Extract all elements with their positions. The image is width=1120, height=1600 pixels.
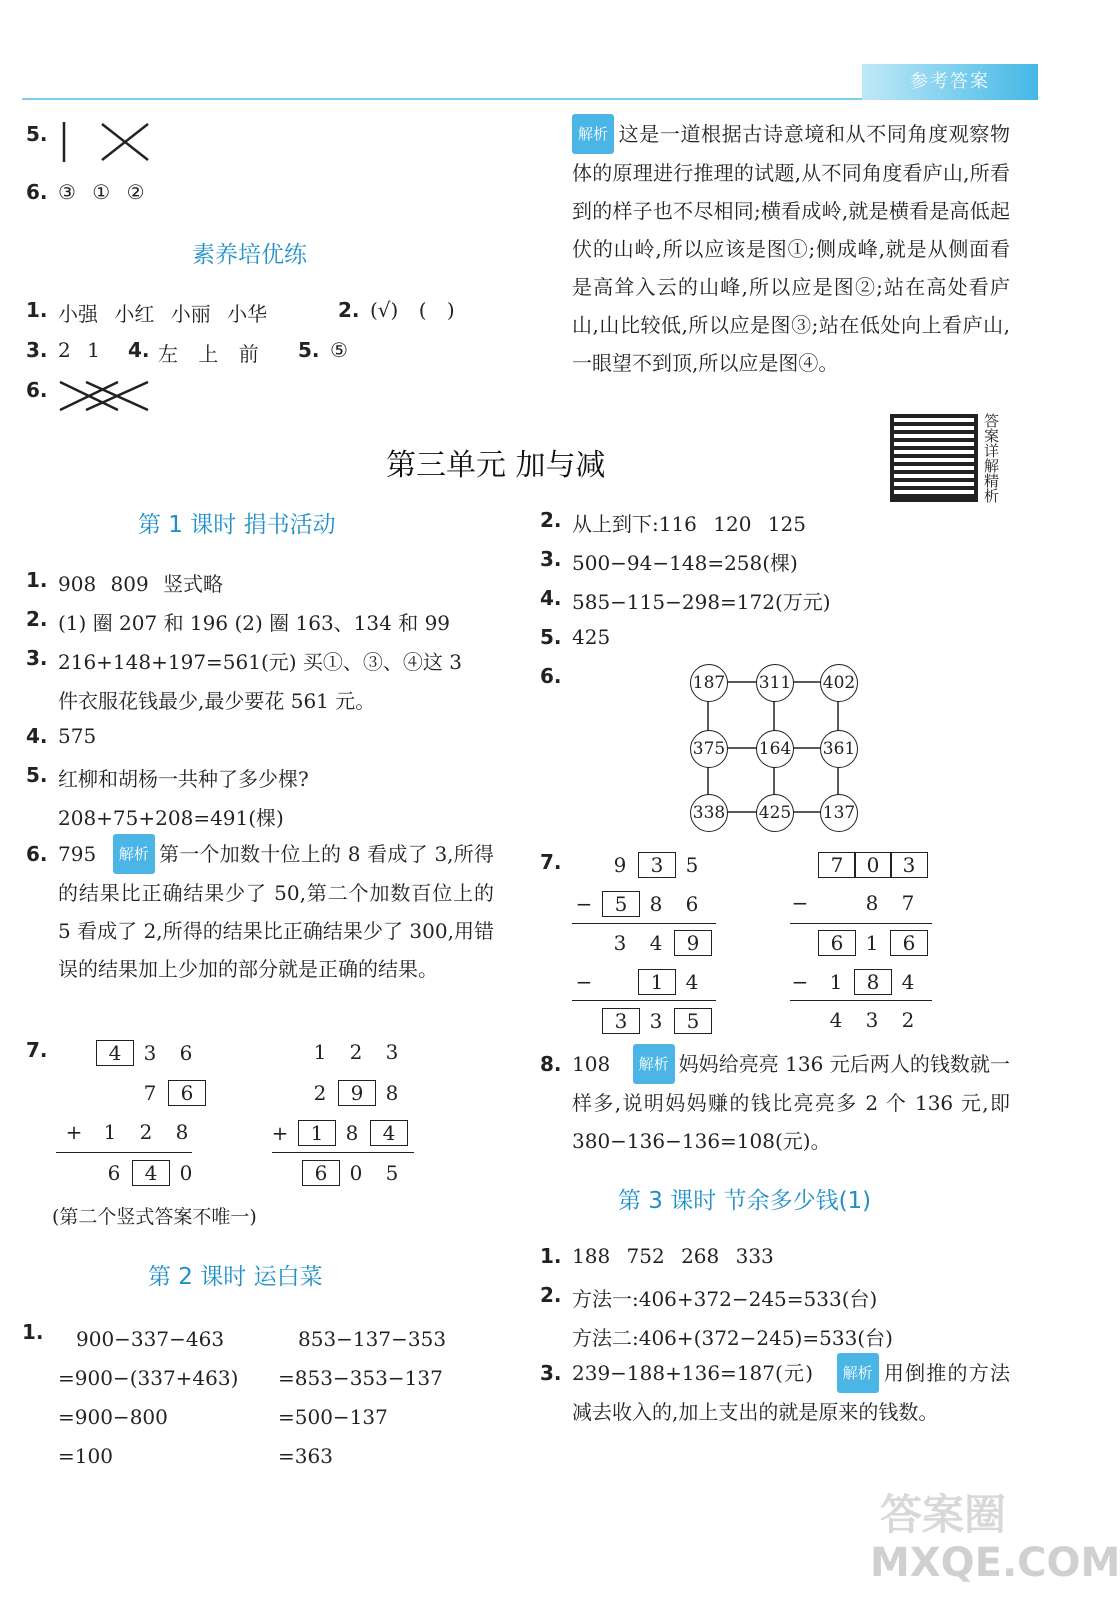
l1-q3-line2: 件衣服花钱最少,最少要花 561 元。 bbox=[58, 689, 376, 713]
r-q7-rule-1b bbox=[572, 1000, 716, 1001]
r-q7-rule-1a bbox=[572, 923, 716, 924]
l3-q1-answer: 188 752 268 333 bbox=[572, 1244, 774, 1268]
r-q4-answer: 585−115−298=172(万元) bbox=[572, 590, 831, 614]
l1-q2-number: 2. bbox=[26, 607, 48, 631]
l1-q7-addition-2: 1 2 3 2 9 8 + 1 8 4 6 0 5 bbox=[302, 1040, 410, 1200]
r-q8-number: 8. bbox=[540, 1052, 562, 1076]
l1-q7-rule-1 bbox=[56, 1152, 192, 1153]
s1-answer: 小强 小红 小丽 小华 bbox=[58, 302, 268, 326]
s2-answer: (√) ( ) bbox=[370, 298, 455, 322]
l3-q3-tag: 解析 bbox=[837, 1353, 879, 1393]
l3-q2-method2: 方法二:406+(372−245)=533(台) bbox=[572, 1326, 893, 1350]
l1-q3-line1: 216+148+197=561(元) 买①、③、④这 3 bbox=[58, 650, 463, 674]
s5-number: 5. bbox=[298, 338, 320, 362]
r-q8-tag: 解析 bbox=[633, 1044, 675, 1084]
r-q3-number: 3. bbox=[540, 547, 562, 571]
l1-q4-answer: 575 bbox=[58, 724, 97, 748]
grid-cell: 375 bbox=[690, 730, 728, 768]
l1-q6-analysis bbox=[58, 834, 494, 988]
r-q8-text: 妈妈给亮亮 136 元后两人的钱数就一样多,说明妈妈赚的钱比亮亮多 2 个 136 元,即 380−136−136=108(元)。 bbox=[572, 1052, 1010, 1153]
grid-cell: 164 bbox=[756, 730, 794, 768]
q6-answer: ③ ① ② bbox=[58, 180, 145, 204]
unit-title: 第三单元 加与减 bbox=[386, 448, 606, 483]
l2-colA-line: =900−800 bbox=[58, 1405, 168, 1429]
l1-q7-rule-2 bbox=[272, 1152, 414, 1153]
r-q2-number: 2. bbox=[540, 508, 562, 532]
header-rule bbox=[22, 98, 862, 100]
s2-number: 2. bbox=[338, 298, 360, 322]
r-q7-rule-2a bbox=[790, 923, 932, 924]
r-q7-subtraction-2: 7 0 3 − 8 7 6 1 6 − 1 8 4 4 3 2 bbox=[818, 852, 926, 1047]
l2-q1-col-a bbox=[58, 1320, 238, 1476]
q5-number: 5. bbox=[26, 122, 48, 146]
l1-q6-tag: 解析 bbox=[113, 834, 155, 874]
grid-cell: 425 bbox=[756, 794, 794, 832]
r-q4-number: 4. bbox=[540, 586, 562, 610]
l3-q2-method1: 方法一:406+372−245=533(台) bbox=[572, 1287, 878, 1311]
s4-number: 4. bbox=[128, 338, 150, 362]
l2-colA-line: =100 bbox=[58, 1444, 113, 1468]
s4-answer: 左 上 前 bbox=[158, 342, 259, 366]
l1-q6-text: 第一个加数十位上的 8 看成了 3,所得的结果比正确结果少了 50,第二个加数百位上的 5 看成了 2,所得的结果比正确结果少了 300,用错误的结果加上少加的部分就是正确的结果。 bbox=[58, 842, 494, 981]
s6-crossing-lines-figure bbox=[56, 376, 152, 416]
grid-cell: 311 bbox=[756, 664, 794, 702]
l1-q1-answer: 908 809 竖式略 bbox=[58, 572, 224, 596]
r-q7-rule-2b bbox=[790, 1000, 932, 1001]
q5-lines-figure bbox=[56, 118, 156, 166]
l1-q7-number: 7. bbox=[26, 1038, 48, 1062]
header-tab: 参考答案 bbox=[862, 64, 1038, 100]
l2-colB-line: =500−137 bbox=[278, 1405, 388, 1429]
l3-q3-analysis bbox=[572, 1353, 1010, 1431]
r-q5-answer: 425 bbox=[572, 625, 611, 649]
s6-number: 6. bbox=[26, 378, 48, 402]
r-q7-subtraction-1: 9 3 5 − 5 8 6 3 4 9 − 1 4 3 3 5 bbox=[602, 852, 710, 1047]
analysis-tag: 解析 bbox=[572, 114, 614, 154]
r-q2-answer: 从上到下:116 120 125 bbox=[572, 512, 806, 536]
l3-q1-number: 1. bbox=[540, 1244, 562, 1268]
l1-q5-equation: 208+75+208=491(棵) bbox=[58, 806, 284, 830]
r-q5-number: 5. bbox=[540, 625, 562, 649]
grid-cell: 402 bbox=[820, 664, 858, 702]
l1-q6-number: 6. bbox=[26, 842, 48, 866]
l1-q6-answer: 795 bbox=[58, 842, 97, 866]
l2-colA-line: 900−337−463 bbox=[76, 1327, 225, 1351]
l1-q2-answer: (1) 圈 207 和 196 (2) 圈 163、134 和 99 bbox=[58, 611, 451, 635]
l3-q3-number: 3. bbox=[540, 1361, 562, 1385]
l1-q5-number: 5. bbox=[26, 763, 48, 787]
l3-q3-text: 用倒推的方法减去收入的,加上支出的就是原来的钱数。 bbox=[572, 1361, 1011, 1424]
l3-q3-answer: 239−188+136=187(元) bbox=[572, 1361, 814, 1385]
r-q3-answer: 500−94−148=258(棵) bbox=[572, 551, 798, 575]
watermark-url: MXQE.COM bbox=[870, 1540, 1120, 1586]
lesson3-title: 第 3 课时 节余多少钱(1) bbox=[618, 1188, 872, 1214]
l2-colB-line: 853−137−353 bbox=[298, 1327, 447, 1351]
l2-q1-number: 1. bbox=[22, 1320, 44, 1344]
l1-q7-addition-1: 4 3 6 7 6 + 1 2 8 6 4 0 bbox=[96, 1040, 204, 1200]
l2-colB-line: =363 bbox=[278, 1444, 333, 1468]
section-title-suyang: 素养培优练 bbox=[192, 242, 307, 268]
l1-q7-note: (第二个竖式答案不唯一) bbox=[52, 1206, 257, 1228]
qr-label: 答案详解精析 bbox=[984, 412, 1000, 505]
l1-q4-number: 4. bbox=[26, 724, 48, 748]
watermark-logo: 答案圈 bbox=[880, 1490, 1007, 1539]
s5-answer: ⑤ bbox=[330, 338, 348, 362]
r-q8-answer: 108 bbox=[572, 1052, 611, 1076]
s3-number: 3. bbox=[26, 338, 48, 362]
analysis-lushan bbox=[572, 114, 1010, 382]
s1-number: 1. bbox=[26, 298, 48, 322]
grid-cell: 361 bbox=[820, 730, 858, 768]
grid-cell: 187 bbox=[690, 664, 728, 702]
r-q6-number: 6. bbox=[540, 664, 562, 688]
analysis-text: 这是一道根据古诗意境和从不同角度观察物体的原理进行推理的试题,从不同角度看庐山,所看到的样子也不尽相同;横看成岭,就是横看是高低起伏的山岭,所以应该是图①;侧成峰,就是从侧面看是高耸入云的山峰,所以应是图②;站在高处看庐山,山比较低,所以应是图③;站在低处向上看庐山,一眼望不到顶,所以应是图④。 bbox=[572, 122, 1010, 375]
q6-number: 6. bbox=[26, 180, 48, 204]
l2-q1-col-b bbox=[278, 1320, 446, 1476]
grid-cell: 338 bbox=[690, 794, 728, 832]
r-q8-analysis bbox=[572, 1044, 1010, 1160]
r-q7-number: 7. bbox=[540, 850, 562, 874]
l1-q3-number: 3. bbox=[26, 646, 48, 670]
lesson1-title: 第 1 课时 捐书活动 bbox=[138, 512, 336, 538]
l2-colB-line: =853−353−137 bbox=[278, 1366, 443, 1390]
l2-colA-line: =900−(337+463) bbox=[58, 1366, 239, 1390]
grid-cell: 137 bbox=[820, 794, 858, 832]
qr-code[interactable] bbox=[890, 414, 978, 502]
l1-q1-number: 1. bbox=[26, 568, 48, 592]
lesson2-title: 第 2 课时 运白菜 bbox=[148, 1264, 323, 1290]
l1-q5-question: 红柳和胡杨一共种了多少棵? bbox=[58, 767, 309, 791]
l3-q2-number: 2. bbox=[540, 1283, 562, 1307]
s3-answer: 2 1 bbox=[58, 338, 100, 362]
